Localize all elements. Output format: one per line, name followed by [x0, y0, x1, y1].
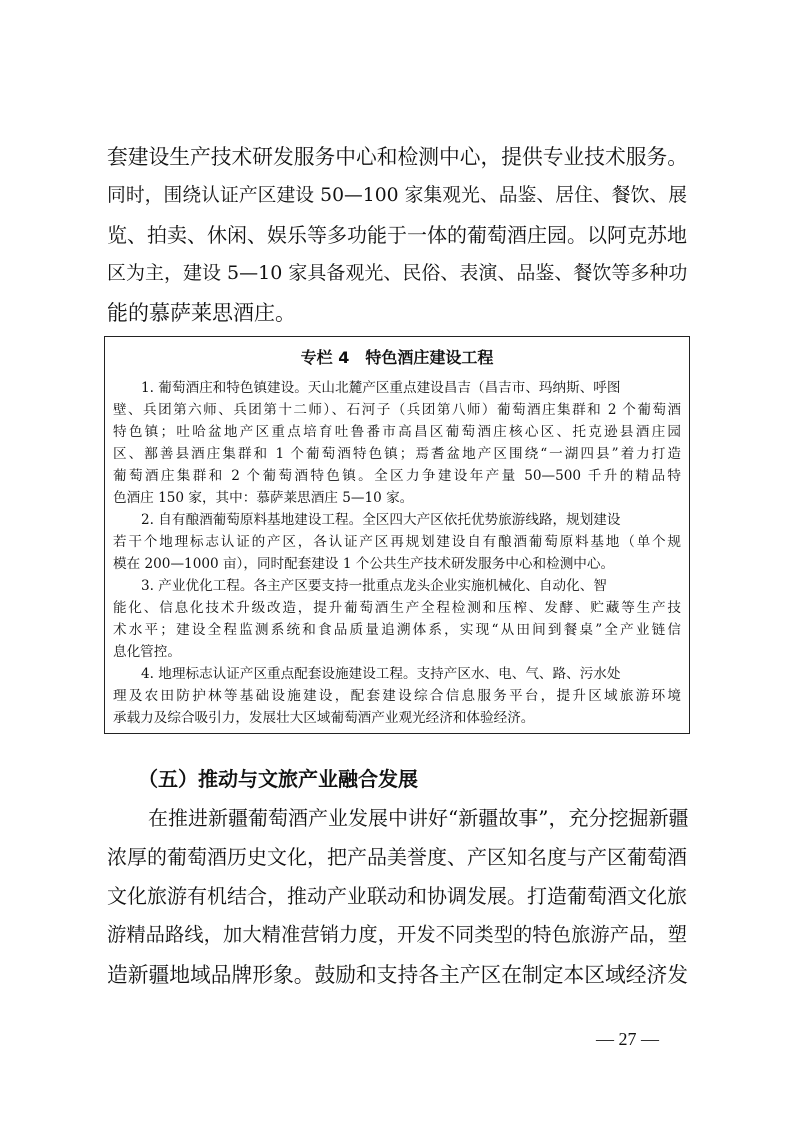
box-title: 专栏 4 特色酒庄建设工程	[300, 348, 494, 367]
box-line: 理及农田防护林等基础设施建设，配套建设综合信息服务平台，提升区域旅游环境	[113, 688, 681, 704]
text-line: 在推进新疆葡萄酒产业发展中讲好“新疆故事”，充分挖掘新疆	[148, 806, 689, 830]
text-line: 同时，围绕认证产区建设 50—100 家集观光、品鉴、居住、餐饮、展	[107, 185, 687, 206]
text-line: 文化旅游有机结合，推动产业联动和协调发展。打造葡萄酒文化旅	[107, 884, 687, 908]
text-line: 套建设生产技术研发服务中心和检测中心，提供专业技术服务。	[107, 145, 689, 169]
box-line: 模在 200—1000 亩），同时配套建设 1 个公共生产技术研发服务中心和检测中心。	[113, 556, 615, 572]
box-line: 2. 自有酿酒葡萄原料基地建设工程。全区四大产区依托优势旅游线路，规划建设	[141, 512, 621, 528]
box-line: 区、鄯善县酒庄集群和 1 个葡萄酒特色镇；焉耆盆地产区围绕“一湖四县”着力打造	[113, 446, 681, 462]
box-line: 息化管控。	[113, 644, 181, 660]
box-line: 色酒庄 150 家，其中：慕萨莱思酒庄 5—10 家。	[113, 490, 414, 506]
box-line: 能化、信息化技术升级改造，提升葡萄酒生产全程检测和压榨、发酵、贮藏等生产技	[113, 600, 681, 616]
text-line: 浓厚的葡萄酒历史文化，把产品美誉度、产区知名度与产区葡萄酒	[107, 845, 687, 869]
box-line: 术水平；建设全程监测系统和食品质量追溯体系，实现“从田间到餐桌”全产业链信	[113, 622, 681, 638]
box-line: 3. 产业优化工程。各主产区要支持一批重点龙头企业实施机械化、自动化、智	[141, 578, 607, 594]
text-line: 游精品路线，加大精准营销力度，开发不同类型的特色旅游产品，塑	[107, 923, 687, 946]
special-column-box	[104, 336, 690, 734]
box-line: 壁、兵团第六师、兵团第十二师）、石河子（兵团第八师）葡萄酒庄集群和 2 个葡萄酒	[113, 402, 681, 418]
text-line: 区为主，建设 5—10 家具备观光、民俗、表演、品鉴、餐饮等多种功	[107, 262, 688, 284]
text-line: 造新疆地域品牌形象。鼓励和支持各主产区在制定本区域经济发	[107, 963, 689, 987]
box-line: 1. 葡萄酒庄和特色镇建设。天山北麓产区重点建设昌吉（昌吉市、玛纳斯、呼图	[141, 380, 621, 396]
box-line: 4. 地理标志认证产区重点配套设施建设工程。支持产区水、电、气、路、污水处	[141, 666, 621, 682]
box-line: 承载力及综合吸引力，发展壮大区域葡萄酒产业观光经济和体验经济。	[113, 710, 535, 726]
box-line: 若干个地理标志认证的产区，各认证产区再规划建设自有酿酒葡萄原料基地（单个规	[113, 534, 681, 550]
section-heading: （五）推动与文旅产业融合发展	[138, 767, 418, 791]
page-number: — 27 —	[596, 1029, 659, 1049]
box-line: 特色镇；吐哈盆地产区重点培育吐鲁番市高昌区葡萄酒庄核心区、托克逊县酒庄园	[113, 424, 681, 440]
text-line: 览、拍卖、休闲、娱乐等多功能于一体的葡萄酒庄园。以阿克苏地	[107, 223, 687, 247]
box-line: 葡萄酒庄集群和 2 个葡萄酒特色镇。全区力争建设年产量 50—500 千升的精品特	[113, 468, 681, 484]
text-line: 能的慕萨莱思酒庄。	[107, 301, 296, 325]
